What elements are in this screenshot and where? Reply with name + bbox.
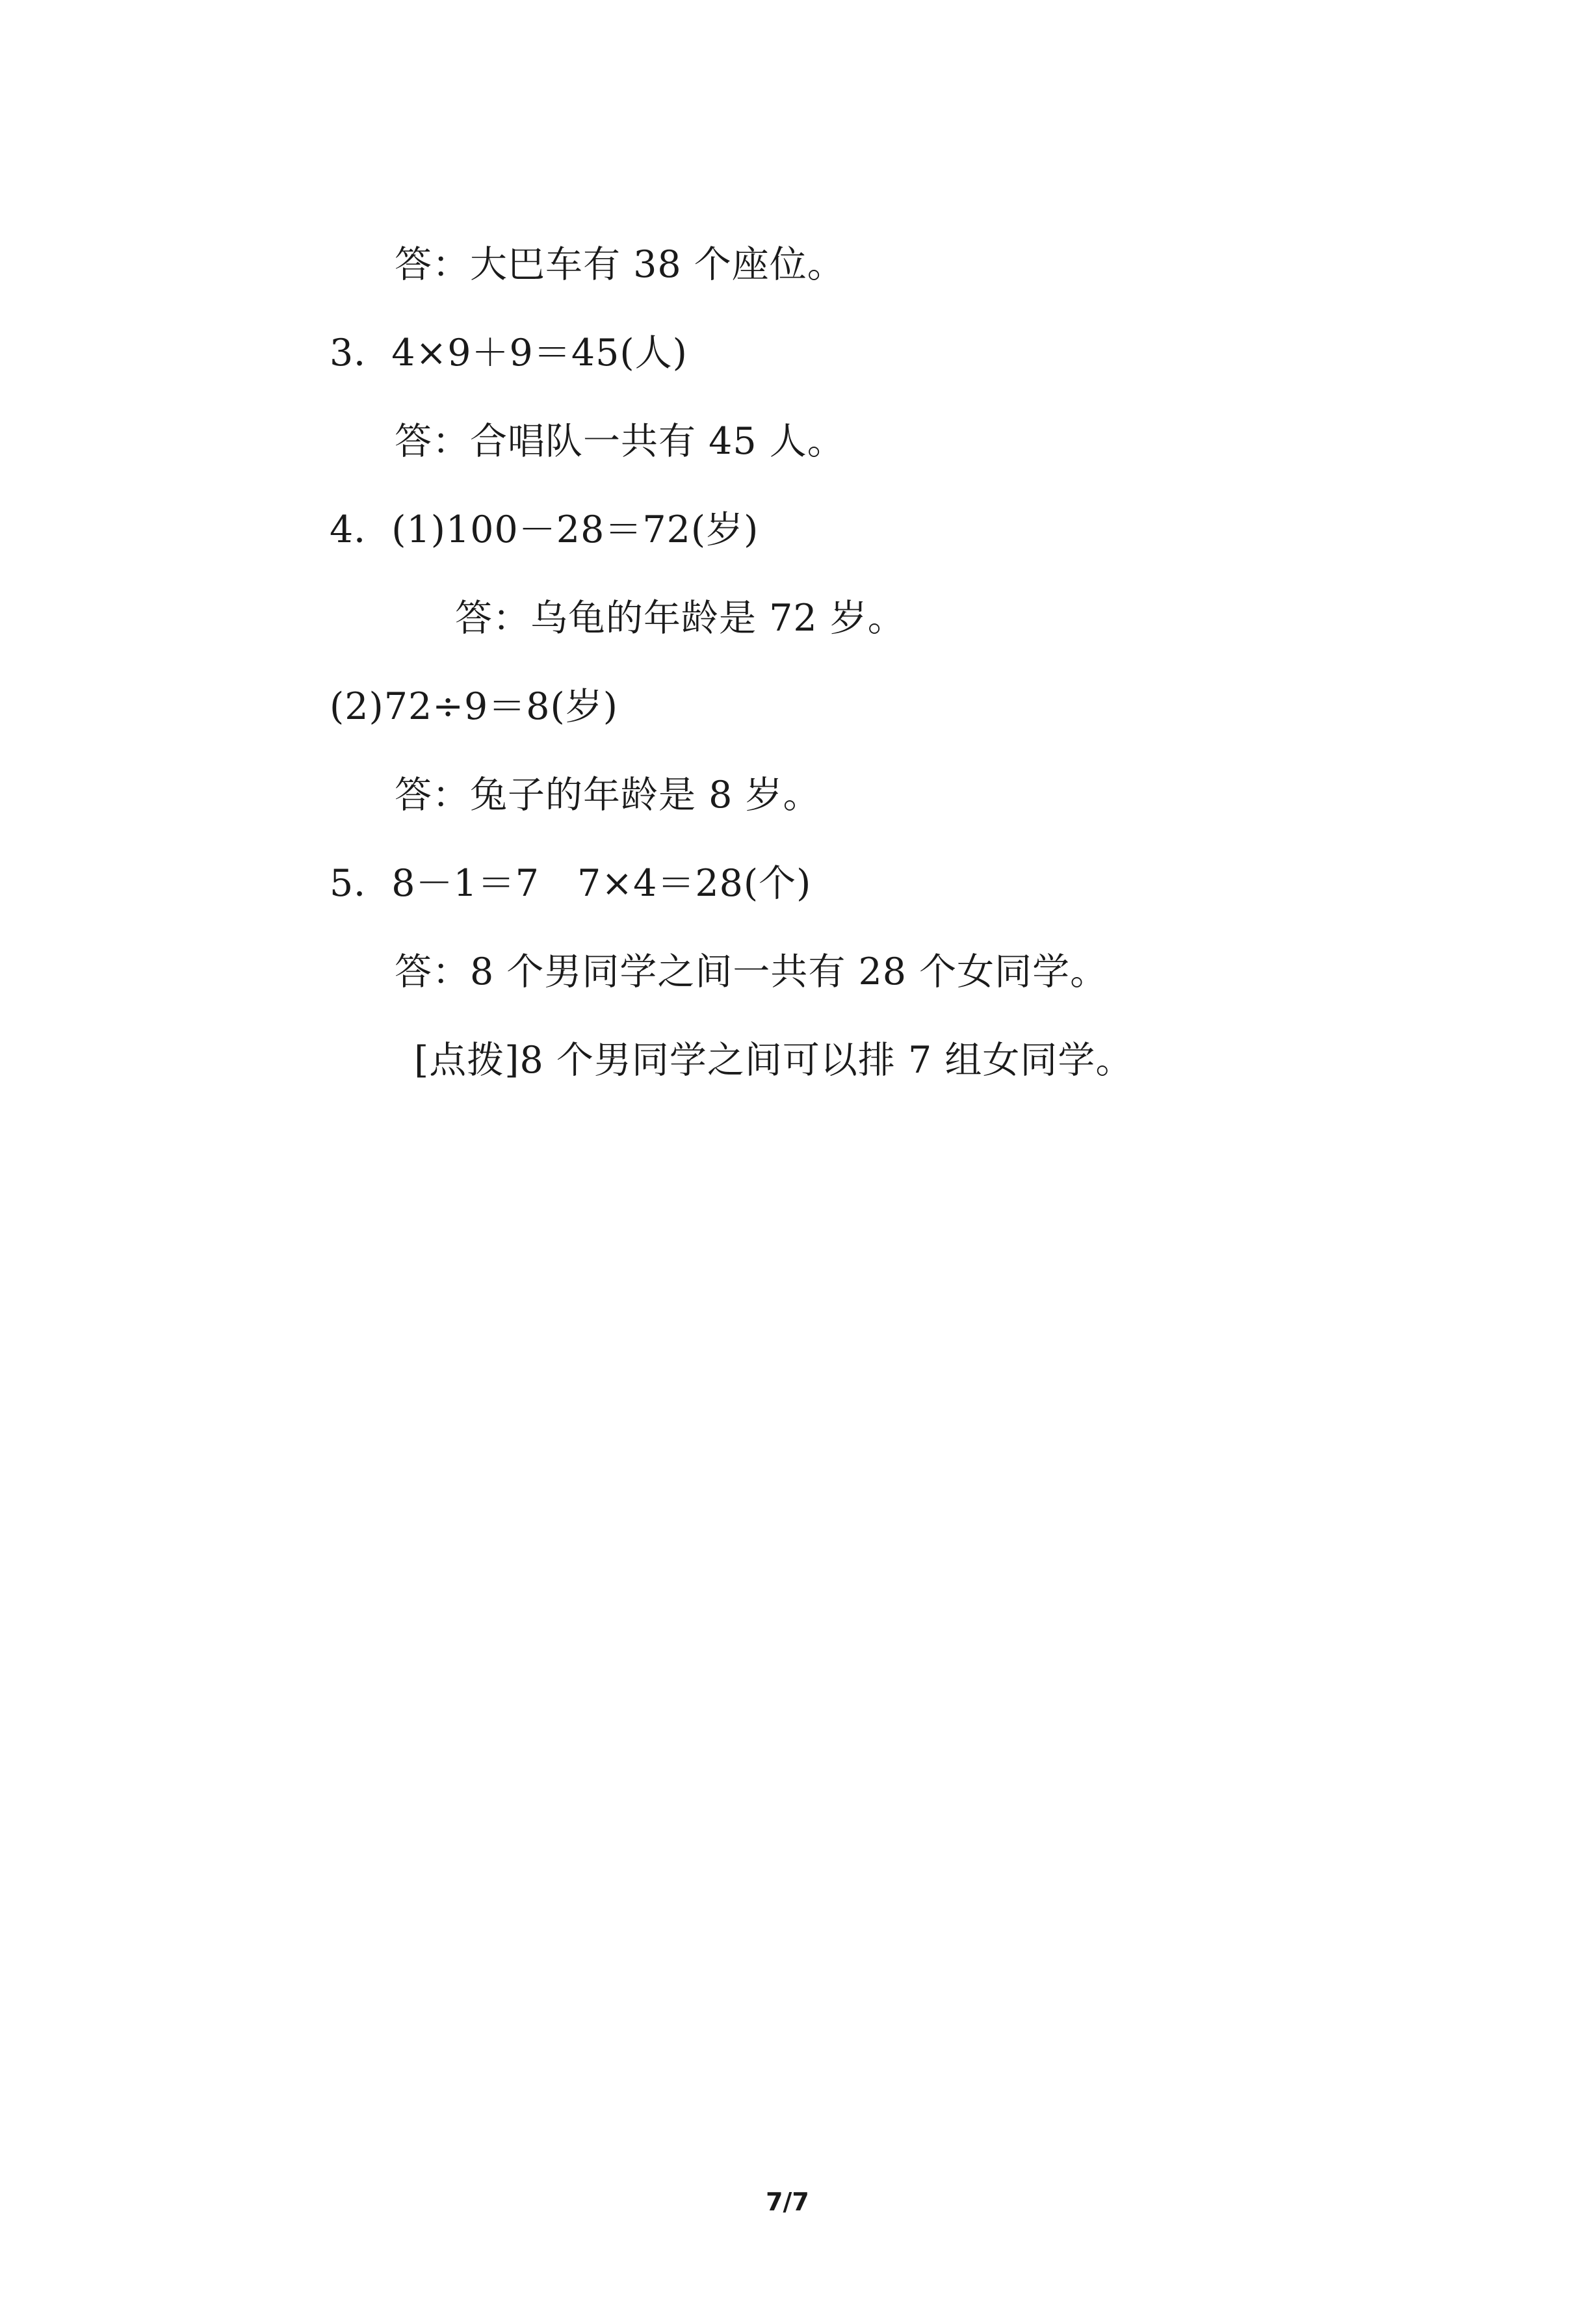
answer-q2: 答：大巴车有 38 个座位。: [395, 243, 845, 286]
hint-q5: [点拨]8 个男同学之间可以排 7 组女同学。: [414, 1039, 1134, 1082]
solution-q4-2: (2)72÷9＝8(岁): [330, 685, 619, 728]
answer-q4-2: 答：兔子的年龄是 8 岁。: [395, 774, 821, 816]
answer-q3: 答：合唱队一共有 45 人。: [395, 420, 845, 463]
solution-q4-1: 4．(1)100－28＝72(岁): [330, 508, 759, 551]
answer-q5: 答：8 个男同学之间一共有 28 个女同学。: [395, 950, 1108, 993]
page-number: 7/7: [766, 2187, 809, 2216]
answer-q4-1: 答：乌龟的年龄是 72 岁。: [455, 597, 905, 640]
solution-q5: 5．8－1＝7 7×4＝28(个): [330, 862, 812, 905]
solution-q3: 3．4×9＋9＝45(人): [330, 332, 688, 374]
